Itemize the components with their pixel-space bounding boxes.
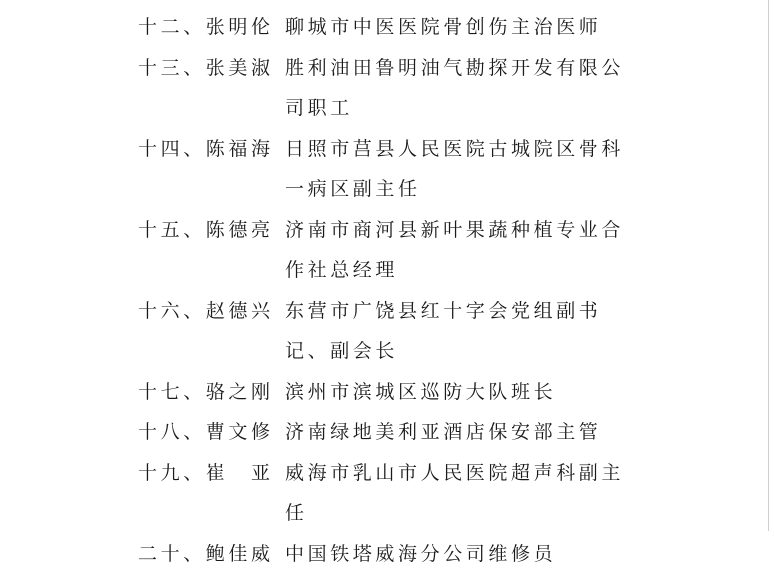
list-item: [138, 453, 658, 534]
honoree-name: 十九、崔 亚: [138, 453, 285, 494]
list-item: [138, 534, 658, 574]
honoree-list: [138, 7, 658, 574]
list-item: [138, 48, 658, 129]
honoree-title: 滨州市滨城区巡防大队班长: [285, 372, 645, 413]
honoree-name: 十二、张明伦: [138, 7, 285, 48]
list-item: [138, 210, 658, 291]
list-item: [138, 372, 658, 413]
page-edge-divider: [768, 0, 769, 531]
honoree-name: 十六、赵德兴: [138, 291, 285, 332]
honoree-title: 胜利油田鲁明油气勘探开发有限公司职工: [285, 48, 645, 129]
list-item: [138, 7, 658, 48]
honoree-title: 东营市广饶县红十字会党组副书记、副会长: [285, 291, 645, 372]
list-item: [138, 291, 658, 372]
list-item: [138, 129, 658, 210]
honoree-title: 聊城市中医医院骨创伤主治医师: [285, 7, 645, 48]
honoree-name: 十七、骆之刚: [138, 372, 285, 413]
honoree-title: 威海市乳山市人民医院超声科副主任: [285, 453, 645, 534]
honoree-name: 十四、陈福海: [138, 129, 285, 170]
honoree-title: 中国铁塔威海分公司维修员: [285, 534, 645, 574]
honoree-name: 十八、曹文修: [138, 412, 285, 453]
honoree-title: 济南市商河县新叶果蔬种植专业合作社总经理: [285, 210, 645, 291]
list-item: [138, 412, 658, 453]
honoree-name: 二十、鲍佳威: [138, 534, 285, 574]
honoree-name: 十五、陈德亮: [138, 210, 285, 251]
honoree-name: 十三、张美淑: [138, 48, 285, 89]
honoree-title: 日照市莒县人民医院古城院区骨科一病区副主任: [285, 129, 645, 210]
honoree-title: 济南绿地美利亚酒店保安部主管: [285, 412, 645, 453]
